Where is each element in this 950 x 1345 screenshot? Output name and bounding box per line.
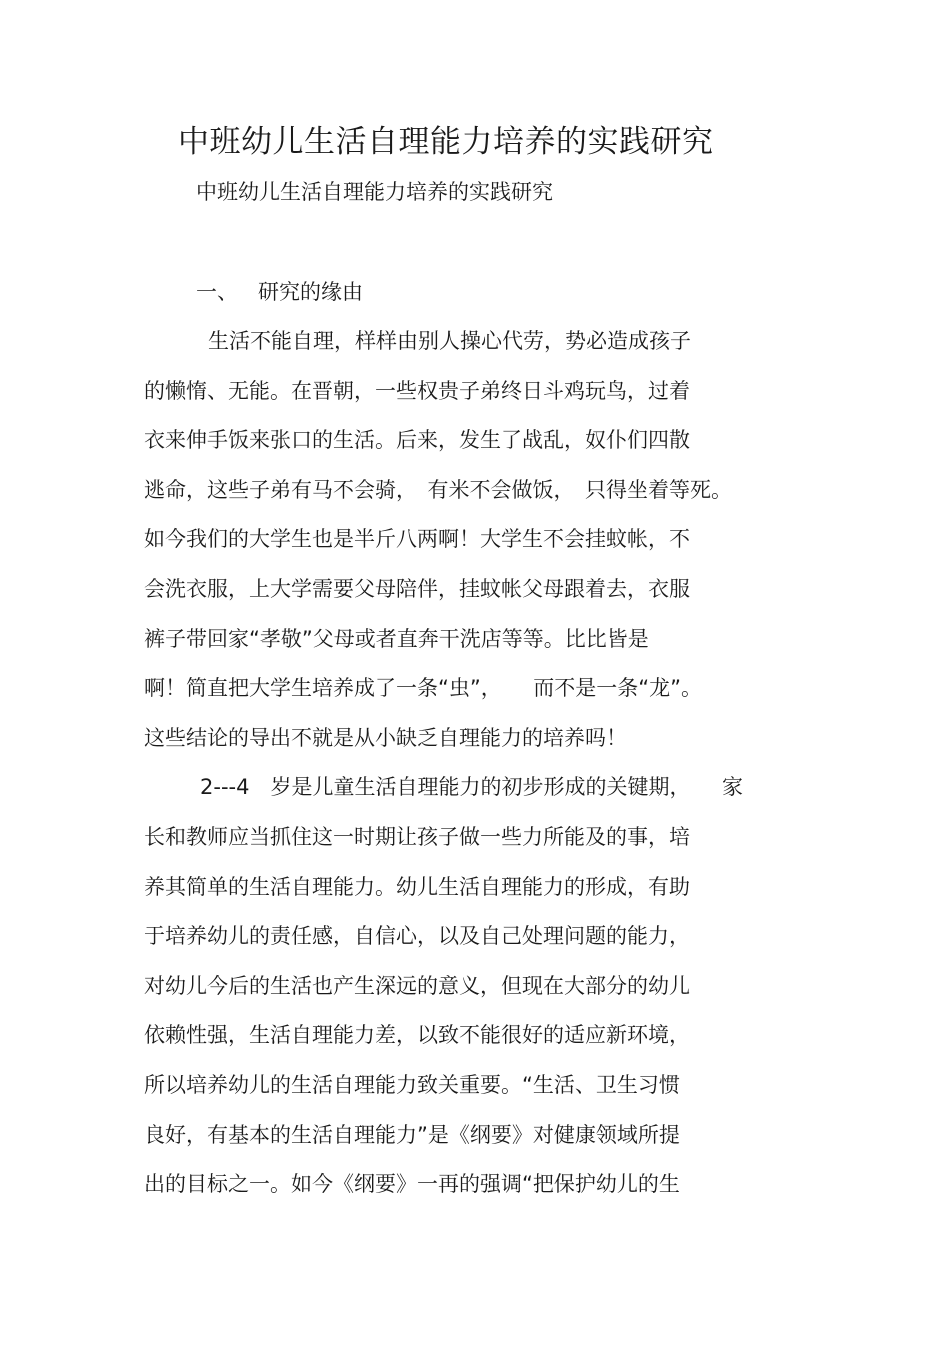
paragraph-line: 对幼儿今后的生活也产生深远的意义，但现在大部分的幼儿	[144, 973, 690, 998]
paragraph-line: 的懒惰、无能。在晋朝，一些权贵子弟终日斗鸡玩鸟，过着	[144, 378, 690, 403]
document-subtitle: 中班幼儿生活自理能力培养的实践研究	[196, 180, 553, 204]
paragraph-line: 良好，有基本的生活自理能力”是《纲要》对健康领域所提	[144, 1122, 680, 1147]
paragraph-line: 于培养幼儿的责任感，自信心，以及自己处理问题的能力，	[144, 924, 690, 949]
paragraph-line: 会洗衣服，上大学需要父母陪伴，挂蚊帐父母跟着去，衣服	[144, 576, 690, 601]
document-title: 中班幼儿生活自理能力培养的实践研究	[178, 124, 714, 160]
section-heading-text: 研究的缘由	[258, 280, 363, 304]
paragraph-line: 所以培养幼儿的生活自理能力致关重要。“生活、卫生习惯	[144, 1072, 680, 1097]
paragraph-line: 养其简单的生活自理能力。幼儿生活自理能力的形成，有助	[144, 874, 690, 899]
paragraph-line: 生活不能自理，样样由别人操心代劳，势必造成孩子	[208, 329, 691, 353]
paragraph-line: 这些结论的导出不就是从小缺乏自理能力的培养吗！	[144, 725, 627, 750]
body-text	[144, 325, 824, 1218]
paragraph-line: 出的目标之一。如今《纲要》一再的强调“把保护幼儿的生	[144, 1172, 680, 1197]
paragraph-line: 依赖性强，生活自理能力差，以致不能很好的适应新环境，	[144, 1023, 690, 1048]
paragraph-line: 长和教师应当抓住这一时期让孩子做一些力所能及的事，培	[144, 824, 690, 849]
paragraph-line: 2---4 岁是儿童生活自理能力的初步形成的关键期， 家	[200, 775, 743, 800]
paragraph-line: 裤子带回家“孝敬”父母或者直奔干洗店等等。比比皆是	[144, 626, 649, 651]
section-heading	[196, 276, 363, 308]
section-number: 一、	[196, 280, 238, 304]
paragraph-line: 啊！简直把大学生培养成了一条“虫”， 而不是一条“龙”。	[144, 676, 703, 701]
paragraph-line: 衣来伸手饭来张口的生活。后来，发生了战乱，奴仆们四散	[144, 428, 690, 453]
paragraph-line: 逃命，这些子弟有马不会骑， 有米不会做饭， 只得坐着等死。	[144, 477, 732, 502]
paragraph-line: 如今我们的大学生也是半斤八两啊！大学生不会挂蚊帐，不	[144, 527, 690, 552]
